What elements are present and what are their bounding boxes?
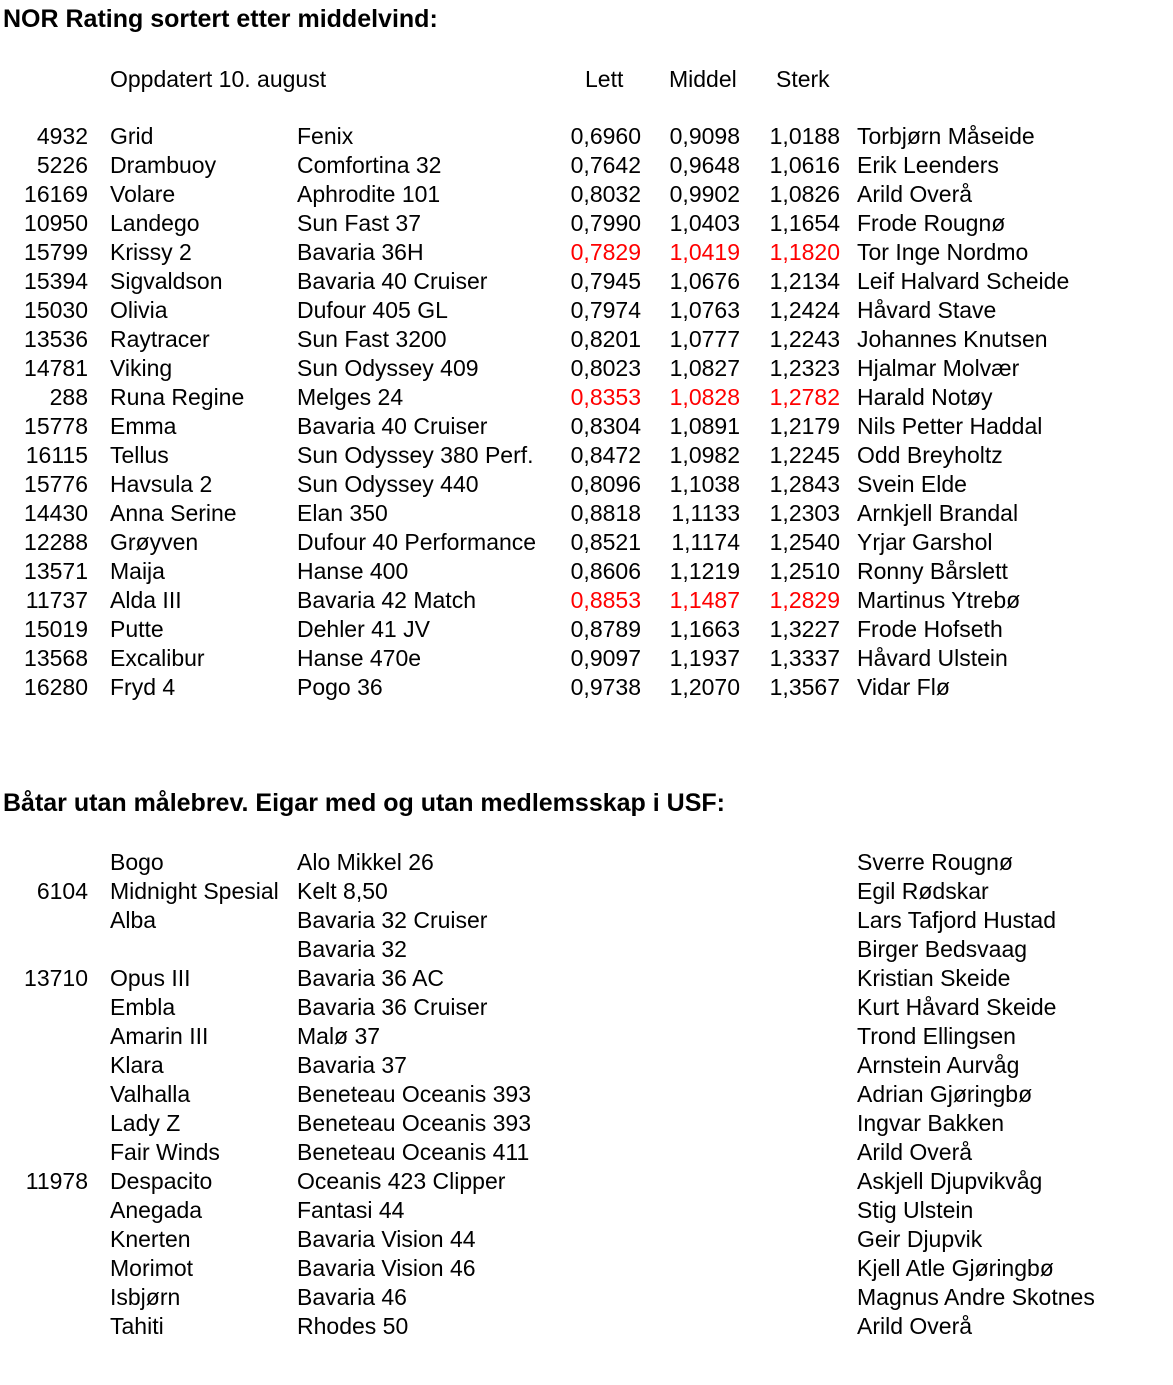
- boat-name: Opus III: [110, 965, 191, 991]
- rating-sterk: 1,3567: [769, 674, 840, 700]
- rating-sterk: 1,2303: [769, 500, 840, 526]
- sail-number: 15019: [24, 616, 88, 642]
- rating-lett: 0,8096: [570, 471, 641, 497]
- boat-name: Embla: [110, 994, 176, 1020]
- rating-lett: 0,8472: [570, 442, 641, 468]
- owner-name: Arnkjell Brandal: [857, 500, 1019, 526]
- page-title: NOR Rating sortert etter middelvind:: [3, 5, 438, 33]
- table-row: [0, 296, 1173, 325]
- owner-name: Frode Rougnø: [857, 210, 1006, 236]
- rating-middel: 1,0891: [669, 413, 740, 439]
- owner-name: Arild Overå: [857, 1139, 973, 1165]
- sail-number: 10950: [24, 210, 88, 236]
- boat-type: Fenix: [297, 123, 354, 149]
- owner-name: Erik Leenders: [857, 152, 999, 178]
- boat-name: Lady Z: [110, 1110, 181, 1136]
- owner-name: Birger Bedsvaag: [857, 936, 1028, 962]
- boat-name: Volare: [110, 181, 176, 207]
- rating-sterk: 1,2424: [769, 297, 840, 323]
- owner-name: Håvard Ulstein: [857, 645, 1008, 671]
- table-row: [0, 122, 1173, 151]
- rating-sterk: 1,0826: [769, 181, 840, 207]
- rating-lett: 0,8606: [570, 558, 641, 584]
- rating-middel: 0,9098: [669, 123, 740, 149]
- owner-name: Sverre Rougnø: [857, 849, 1013, 875]
- rating-middel: 0,9902: [669, 181, 740, 207]
- table-row: [0, 1167, 1173, 1196]
- table-row: [0, 151, 1173, 180]
- sail-number: 14781: [24, 355, 88, 381]
- boat-name: Grøyven: [110, 529, 199, 555]
- rating-lett: 0,7642: [570, 152, 641, 178]
- boat-name: Raytracer: [110, 326, 210, 352]
- rating-middel: 1,0827: [669, 355, 740, 381]
- rating-middel: 1,0777: [669, 326, 740, 352]
- rating-sterk: 1,2782: [769, 384, 840, 410]
- rating-middel: 1,1487: [669, 587, 740, 613]
- boat-type: Rhodes 50: [297, 1313, 409, 1339]
- boat-type: Bavaria 40 Cruiser: [297, 268, 488, 294]
- boat-name: Putte: [110, 616, 164, 642]
- owner-name: Egil Rødskar: [857, 878, 989, 904]
- rating-middel: 1,0982: [669, 442, 740, 468]
- boat-type: Bavaria 36H: [297, 239, 424, 265]
- owner-name: Arnstein Aurvåg: [857, 1052, 1020, 1078]
- table-row: [0, 528, 1173, 557]
- boat-name: Maija: [110, 558, 165, 584]
- owner-name: Nils Petter Haddal: [857, 413, 1043, 439]
- boat-type: Beneteau Oceanis 393: [297, 1110, 532, 1136]
- table-row: [0, 557, 1173, 586]
- table-row: [0, 1051, 1173, 1080]
- sail-number: 13536: [24, 326, 88, 352]
- boat-type: Melges 24: [297, 384, 404, 410]
- sail-number: 15776: [24, 471, 88, 497]
- owner-name: Adrian Gjøringbø: [857, 1081, 1033, 1107]
- table-row: [0, 1109, 1173, 1138]
- boat-name: Olivia: [110, 297, 168, 323]
- owner-name: Leif Halvard Scheide: [857, 268, 1070, 294]
- owner-name: Hjalmar Molvær: [857, 355, 1020, 381]
- owner-name: Ronny Bårslett: [857, 558, 1008, 584]
- table-row: [0, 935, 1173, 964]
- rating-lett: 0,8032: [570, 181, 641, 207]
- sail-number: 15799: [24, 239, 88, 265]
- boat-name: Amarin III: [110, 1023, 209, 1049]
- boat-type: Dufour 40 Performance: [297, 529, 537, 555]
- owner-name: Vidar Flø: [857, 674, 950, 700]
- rating-middel: 1,1174: [671, 529, 740, 555]
- boat-name: Knerten: [110, 1226, 191, 1252]
- owner-name: Svein Elde: [857, 471, 967, 497]
- sail-number: 14430: [24, 500, 88, 526]
- rating-lett: 0,8853: [570, 587, 641, 613]
- boat-type: Kelt 8,50: [297, 878, 388, 904]
- owner-name: Tor Inge Nordmo: [857, 239, 1029, 265]
- rating-sterk: 1,2179: [769, 413, 840, 439]
- boat-type: Bavaria 42 Match: [297, 587, 476, 613]
- rating-lett: 0,8353: [570, 384, 641, 410]
- table-row: [0, 441, 1173, 470]
- rating-sterk: 1,2134: [769, 268, 840, 294]
- boat-type: Sun Odyssey 409: [297, 355, 479, 381]
- rating-sterk: 1,1654: [769, 210, 840, 236]
- sail-number: 15778: [24, 413, 88, 439]
- rating-middel: 1,1663: [669, 616, 740, 642]
- boat-type: Bavaria Vision 46: [297, 1255, 476, 1281]
- rating-sterk: 1,2245: [769, 442, 840, 468]
- owner-name: Lars Tafjord Hustad: [857, 907, 1057, 933]
- sail-number: 11978: [25, 1168, 88, 1194]
- boat-name: Anegada: [110, 1197, 203, 1223]
- owner-name: Johannes Knutsen: [857, 326, 1048, 352]
- boat-name: Despacito: [110, 1168, 213, 1194]
- rating-lett: 0,7829: [570, 239, 641, 265]
- rating-lett: 0,8201: [570, 326, 641, 352]
- column-header-middel: Middel: [669, 66, 737, 92]
- rating-lett: 0,8818: [570, 500, 641, 526]
- sail-number: 11737: [25, 587, 88, 613]
- rating-middel: 1,0828: [669, 384, 740, 410]
- rating-sterk: 1,2243: [769, 326, 840, 352]
- rating-lett: 0,8789: [570, 616, 641, 642]
- boat-name: Grid: [110, 123, 154, 149]
- owner-name: Arild Overå: [857, 181, 973, 207]
- boat-type: Sun Fast 3200: [297, 326, 447, 352]
- boat-type: Fantasi 44: [297, 1197, 405, 1223]
- table-row: [0, 906, 1173, 935]
- boat-name: Emma: [110, 413, 177, 439]
- table-row: [0, 1283, 1173, 1312]
- rating-sterk: 1,2540: [769, 529, 840, 555]
- owner-name: Yrjar Garshol: [857, 529, 993, 555]
- table-row: [0, 412, 1173, 441]
- sail-number: 13568: [24, 645, 88, 671]
- rating-sterk: 1,3337: [769, 645, 840, 671]
- table-row: [0, 1080, 1173, 1109]
- owner-name: Magnus Andre Skotnes: [857, 1284, 1095, 1310]
- boat-name: Tahiti: [110, 1313, 164, 1339]
- sail-number: 6104: [36, 878, 88, 904]
- boat-type: Beneteau Oceanis 393: [297, 1081, 532, 1107]
- boat-name: Sigvaldson: [110, 268, 223, 294]
- boat-name: Excalibur: [110, 645, 205, 671]
- table-row: [0, 673, 1173, 702]
- sail-number: 13710: [24, 965, 88, 991]
- table-row: [0, 209, 1173, 238]
- owner-name: Kjell Atle Gjøringbø: [857, 1255, 1054, 1281]
- column-header-sterk: Sterk: [776, 66, 830, 92]
- table-row: [0, 1225, 1173, 1254]
- owner-name: Stig Ulstein: [857, 1197, 974, 1223]
- table-row: [0, 1254, 1173, 1283]
- boat-name: Viking: [110, 355, 173, 381]
- owner-name: Arild Overå: [857, 1313, 973, 1339]
- rating-sterk: 1,0188: [769, 123, 840, 149]
- owner-name: Frode Hofseth: [857, 616, 1003, 642]
- rating-lett: 0,7945: [570, 268, 641, 294]
- rating-lett: 0,7974: [570, 297, 641, 323]
- boat-name: Alda III: [110, 587, 182, 613]
- table-row: [0, 993, 1173, 1022]
- sail-number: 15394: [24, 268, 88, 294]
- boat-name: Valhalla: [110, 1081, 191, 1107]
- table-row: [0, 354, 1173, 383]
- owner-name: Ingvar Bakken: [857, 1110, 1005, 1136]
- rating-lett: 0,9097: [570, 645, 641, 671]
- table-row: [0, 586, 1173, 615]
- boat-type: Hanse 400: [297, 558, 409, 584]
- rating-lett: 0,9738: [570, 674, 641, 700]
- rating-lett: 0,6960: [570, 123, 641, 149]
- sail-number: 16280: [24, 674, 88, 700]
- boat-name: Fryd 4: [110, 674, 176, 700]
- boat-type: Oceanis 423 Clipper: [297, 1168, 506, 1194]
- boat-name: Havsula 2: [110, 471, 213, 497]
- boat-name: Landego: [110, 210, 200, 236]
- boat-type: Comfortina 32: [297, 152, 442, 178]
- table-row: [0, 877, 1173, 906]
- rating-sterk: 1,0616: [769, 152, 840, 178]
- boat-type: Bavaria 40 Cruiser: [297, 413, 488, 439]
- table-row: [0, 499, 1173, 528]
- rating-lett: 0,7990: [570, 210, 641, 236]
- table-row: [0, 470, 1173, 499]
- rating-middel: 1,1133: [671, 500, 740, 526]
- rating-sterk: 1,2510: [769, 558, 840, 584]
- table-row: [0, 848, 1173, 877]
- boat-type: Bavaria 36 AC: [297, 965, 445, 991]
- table-row: [0, 1138, 1173, 1167]
- sail-number: 12288: [24, 529, 88, 555]
- rating-sterk: 1,2843: [769, 471, 840, 497]
- boat-type: Bavaria 36 Cruiser: [297, 994, 488, 1020]
- boat-name: Alba: [110, 907, 157, 933]
- rating-middel: 1,0676: [669, 268, 740, 294]
- boat-name: Isbjørn: [110, 1284, 181, 1310]
- boat-type: Bavaria 32: [297, 936, 407, 962]
- boat-type: Sun Odyssey 440: [297, 471, 479, 497]
- rating-middel: 1,2070: [669, 674, 740, 700]
- rating-middel: 1,0763: [669, 297, 740, 323]
- boat-name: Fair Winds: [110, 1139, 220, 1165]
- boat-name: Anna Serine: [110, 500, 237, 526]
- rating-middel: 1,1937: [669, 645, 740, 671]
- sail-number: 4932: [36, 123, 88, 149]
- boat-name: Klara: [110, 1052, 164, 1078]
- table-row: [0, 644, 1173, 673]
- boat-name: Bogo: [110, 849, 164, 875]
- rating-sterk: 1,1820: [769, 239, 840, 265]
- table-row: [0, 383, 1173, 412]
- rating-middel: 0,9648: [669, 152, 740, 178]
- boat-type: Bavaria 32 Cruiser: [297, 907, 488, 933]
- boat-type: Alo Mikkel 26: [297, 849, 434, 875]
- owner-name: Geir Djupvik: [857, 1226, 983, 1252]
- table-row: [0, 1312, 1173, 1341]
- updated-label: Oppdatert 10. august: [110, 66, 327, 92]
- table-row: [0, 325, 1173, 354]
- rating-lett: 0,8023: [570, 355, 641, 381]
- boat-type: Dufour 405 GL: [297, 297, 448, 323]
- boat-type: Bavaria Vision 44: [297, 1226, 476, 1252]
- boat-name: Krissy 2: [110, 239, 192, 265]
- owner-name: Kurt Håvard Skeide: [857, 994, 1057, 1020]
- boat-type: Bavaria 37: [297, 1052, 407, 1078]
- boat-type: Sun Odyssey 380 Perf.: [297, 442, 534, 468]
- owner-name: Håvard Stave: [857, 297, 997, 323]
- owner-name: Harald Notøy: [857, 384, 993, 410]
- sail-number: 13571: [24, 558, 88, 584]
- section-title-unrated: Båtar utan målebrev. Eigar med og utan medlemsskap i USF:: [3, 789, 725, 817]
- rating-lett: 0,8304: [570, 413, 641, 439]
- table-row: [0, 615, 1173, 644]
- boat-type: Beneteau Oceanis 411: [297, 1139, 530, 1165]
- sail-number: 15030: [24, 297, 88, 323]
- sail-number: 16115: [25, 442, 88, 468]
- sail-number: 5226: [36, 152, 88, 178]
- boat-type: Sun Fast 37: [297, 210, 422, 236]
- boat-type: Elan 350: [297, 500, 388, 526]
- table-row: [0, 1022, 1173, 1051]
- owner-name: Trond Ellingsen: [857, 1023, 1016, 1049]
- boat-name: Runa Regine: [110, 384, 245, 410]
- owner-name: Torbjørn Måseide: [857, 123, 1035, 149]
- boat-type: Malø 37: [297, 1023, 381, 1049]
- sail-number: 16169: [24, 181, 88, 207]
- table-row: [0, 964, 1173, 993]
- sail-number: 288: [49, 384, 88, 410]
- rating-sterk: 1,2323: [769, 355, 840, 381]
- owner-name: Odd Breyholtz: [857, 442, 1003, 468]
- owner-name: Martinus Ytrebø: [857, 587, 1021, 613]
- rating-middel: 1,1219: [669, 558, 740, 584]
- table-row: [0, 267, 1173, 296]
- rating-sterk: 1,2829: [769, 587, 840, 613]
- boat-type: Dehler 41 JV: [297, 616, 430, 642]
- boat-name: Tellus: [110, 442, 169, 468]
- rating-middel: 1,0403: [669, 210, 740, 236]
- boat-name: Morimot: [110, 1255, 194, 1281]
- boat-type: Aphrodite 101: [297, 181, 441, 207]
- boat-name: Drambuoy: [110, 152, 217, 178]
- table-row: [0, 180, 1173, 209]
- boat-type: Hanse 470e: [297, 645, 422, 671]
- rating-middel: 1,0419: [669, 239, 740, 265]
- table-row: [0, 238, 1173, 267]
- boat-name: Midnight Spesial: [110, 878, 279, 904]
- table-row: [0, 1196, 1173, 1225]
- column-header-lett: Lett: [585, 66, 624, 92]
- boat-type: Pogo 36: [297, 674, 383, 700]
- boat-type: Bavaria 46: [297, 1284, 407, 1310]
- rating-sterk: 1,3227: [769, 616, 840, 642]
- owner-name: Askjell Djupvikvåg: [857, 1168, 1043, 1194]
- rating-lett: 0,8521: [570, 529, 641, 555]
- owner-name: Kristian Skeide: [857, 965, 1011, 991]
- rating-middel: 1,1038: [669, 471, 740, 497]
